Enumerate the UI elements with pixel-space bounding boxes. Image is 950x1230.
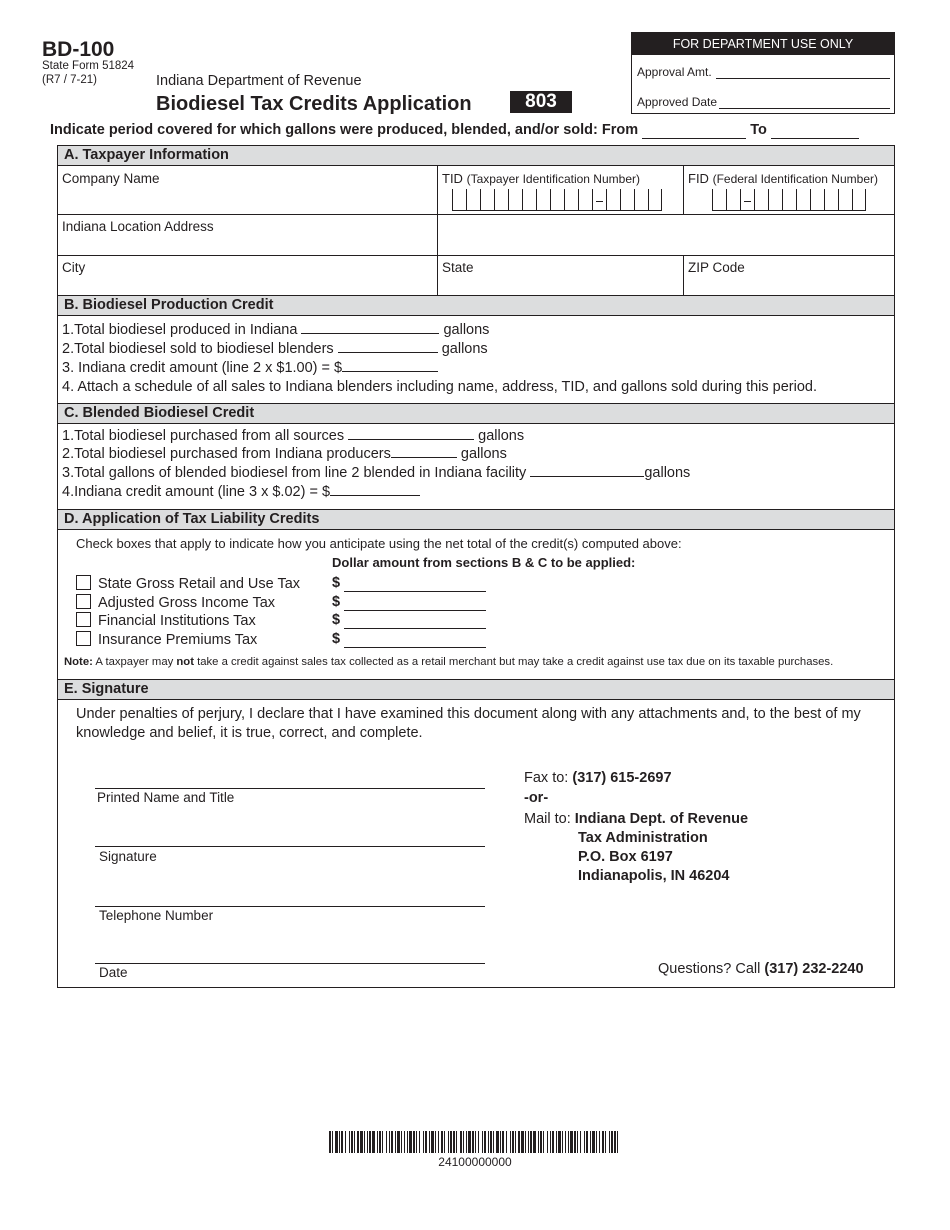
barcode-bar [372,1131,375,1153]
purchased-all-gallons-input[interactable] [348,427,474,440]
approved-date-field[interactable] [637,95,890,109]
company-name-label: Company Name [62,171,160,186]
production-line-2: 2.Total biodiesel sold to biodiesel blenders gallons [62,341,488,357]
form-body: A. Taxpayer Information Company Name TID (Taxpayer Identification Number) FID (Federal Identification Number) Indiana Location Address City State ZIP Code B. Biodiesel Production Credit 1.Total biodiesel produced in Indiana gallons 2.Total biodiesel sold to biodiesel blenders gallons 3. Indiana credit amount (line 2 x $1.00) = $ 4. Attach a schedule of all sales to Indiana blenders including name, address, TID, and gallons sold during this period. C. Blended Biodiesel Credit 1.Total biodiesel purchased from all sources gallons 2.Total biodiesel purchased from Indiana producers gallons 3.Total gallons of blended biodiesel from line 2 blended in Indiana facility gallons 4.Indiana credit amount (line 3 x $.02) = $ D. Application of Tax Liability Credits Check boxes that apply to indicate how you anticipate using the net total of the credit(s) computed above: Dollar amount from sections B & C to be applied: State Gross Retail and Use Tax $ Adjusted Gross Income Tax $ Financial Institutions Tax $ Insurance Premiums Tax $ Note: A taxpayer may not take a credit against sales tax collected as a retail merchant but may take a credit against use tax due on its taxable purchases. E. Signature Under penalties of perjury, I declare that I have examined this document along with any attachments and, to the best of my knowledge and belief, it is true, correct, and complete. Printed Name and Title Signature Telephone Number Date Fax to: (317) 615-2697 -or- Mail to: Indiana Dept. of Revenue Tax Administration P.O. Box 6197 Indianapolis, IN 46204 Questions? Call (317) 232-2240 [57,145,895,988]
barcode-bar [602,1131,604,1153]
approval-amount-field[interactable] [637,65,890,79]
tid-label: TID (Taxpayer Identification Number) [442,171,640,186]
barcode-bar [441,1131,443,1153]
tax-option-income[interactable]: Adjusted Gross Income Tax [76,594,275,611]
mail-line-3: P.O. Box 6197 [578,849,673,865]
barcode-bar [448,1131,449,1153]
barcode-bar [413,1131,415,1153]
barcode-bar [345,1131,346,1153]
department-use-heading: FOR DEPARTMENT USE ONLY [632,33,894,55]
barcode-bar [425,1131,427,1153]
barcode-bar [450,1131,452,1153]
barcode-bar [395,1131,396,1153]
barcode-bar [416,1131,417,1153]
period-to-label: To [750,122,767,138]
barcode-bar [617,1131,618,1153]
approval-amount-label: Approval Amt. [637,65,712,79]
financial-tax-checkbox[interactable] [76,612,91,627]
barcode-bar [354,1131,355,1153]
date-label: Date [99,965,128,980]
barcode-bar [515,1131,516,1153]
blended-line-4: 4.Indiana credit amount (line 3 x $.02) = $ [62,483,420,500]
insurance-tax-checkbox[interactable] [76,631,91,646]
barcode-bar [409,1131,412,1153]
barcode-bar [580,1131,581,1153]
barcode-bar [468,1131,471,1153]
barcode-bar [528,1131,529,1153]
form-id: BD-100 [42,38,115,61]
barcode-bar [391,1131,393,1153]
city-label: City [62,260,86,275]
production-line-4: 4. Attach a schedule of all sales to Indiana blenders including name, address, TID, and gallons sold during this period. [62,379,818,395]
mail-instruction: Mail to: Indiana Dept. of Revenue [524,811,749,827]
barcode-bar [482,1131,483,1153]
barcode-bar [460,1131,462,1153]
barcode-bar [525,1131,526,1153]
barcode-bar [565,1131,566,1153]
barcode-bar [369,1131,371,1153]
barcode-bar [431,1131,434,1153]
sold-gallons-input[interactable] [338,340,438,353]
barcode-bar [605,1131,606,1153]
barcode-bar [475,1131,476,1153]
barcode-bar [500,1131,501,1153]
barcode-bar [510,1131,511,1153]
barcode-bar [550,1131,551,1153]
barcode-bar [506,1131,507,1153]
barcode-bar [614,1131,616,1153]
barcode-bar [349,1131,350,1153]
state-label: State [442,260,474,275]
income-tax-checkbox[interactable] [76,594,91,609]
produced-gallons-input[interactable] [301,321,439,334]
barcode-bar [463,1131,464,1153]
form-code-badge: 803 [510,91,572,113]
period-covered [50,122,902,139]
tax-option-sales[interactable]: State Gross Retail and Use Tax [76,575,300,592]
barcode-bar [429,1131,430,1153]
barcode-bar [357,1131,359,1153]
printed-name-label: Printed Name and Title [97,790,235,805]
production-credit-input[interactable] [342,359,438,372]
purchased-indiana-gallons-input[interactable] [391,445,457,458]
barcode-bar [538,1131,539,1153]
barcode-bar [488,1131,489,1153]
date-input[interactable] [95,963,485,964]
barcode-bar [401,1131,402,1153]
credit-usage-instruction: Check boxes that apply to indicate how you anticipate using the net total of the credit(s) computed above: [76,536,682,551]
barcode-bar [397,1131,400,1153]
tid-input[interactable] [452,189,662,211]
tax-option-financial[interactable]: Financial Institutions Tax [76,612,256,629]
barcode-bar [490,1131,492,1153]
barcode-bar [540,1131,542,1153]
period-label: Indicate period covered for which gallons were produced, blended, and/or sold: From [50,122,639,138]
barcode-graphic [329,1131,621,1153]
barcode-bar [547,1131,548,1153]
barcode-bar [472,1131,474,1153]
barcode-bar [599,1131,600,1153]
barcode-bar [364,1131,365,1153]
form-title: Biodiesel Tax Credits Application [156,93,472,115]
barcode-bar [351,1131,353,1153]
barcode-bar [423,1131,424,1153]
barcode-bar [453,1131,455,1153]
barcode-bar [586,1131,588,1153]
barcode-bar [386,1131,387,1153]
barcode-bar [335,1131,338,1153]
barcode-bar [592,1131,595,1153]
financial-tax-amount-input[interactable] [344,616,486,629]
fid-label: FID (Federal Identification Number) [688,171,878,186]
tax-option-insurance[interactable]: Insurance Premiums Tax [76,631,257,648]
barcode-bar [558,1131,561,1153]
signature-input[interactable] [95,846,485,847]
production-line-1: 1.Total biodiesel produced in Indiana gallons [62,322,490,338]
barcode-bar [444,1131,445,1153]
barcode-bar [574,1131,576,1153]
blended-line-3: 3.Total gallons of blended biodiesel from line 2 blended in Indiana facility gallons [62,465,691,481]
zip-label: ZIP Code [688,260,745,275]
sales-tax-checkbox[interactable] [76,575,91,590]
blended-gallons-input[interactable] [530,464,644,477]
department-use-box [631,32,895,114]
period-to-input[interactable] [771,122,859,139]
period-from-input[interactable] [642,122,746,139]
barcode-bar [590,1131,591,1153]
questions-phone: Questions? Call (317) 232-2240 [658,961,864,977]
sales-tax-amount-input[interactable] [344,579,486,592]
barcode-bar [570,1131,573,1153]
barcode-bar [521,1131,524,1153]
barcode-bar [609,1131,610,1153]
fid-input[interactable] [712,189,866,211]
section-c-heading: C. Blended Biodiesel Credit [58,403,894,424]
barcode-bar [379,1131,381,1153]
barcode-bar [530,1131,532,1153]
barcode-bar [466,1131,467,1153]
barcode-bar [502,1131,504,1153]
barcode-bar [562,1131,563,1153]
blended-credit-input[interactable] [330,483,420,496]
location-address-label: Indiana Location Address [62,219,214,234]
barcode-bar [533,1131,536,1153]
mail-line-2: Tax Administration [578,830,708,846]
section-b-heading: B. Biodiesel Production Credit [58,295,894,316]
telephone-label: Telephone Number [99,908,214,923]
barcode-bar [377,1131,378,1153]
section-e-heading: E. Signature [58,679,894,700]
signature-label: Signature [99,849,157,864]
barcode-bar [478,1131,479,1153]
production-line-3: 3. Indiana credit amount (line 2 x $1.00) = $ [62,359,438,376]
barcode-bar [389,1131,390,1153]
printed-name-input[interactable] [95,788,485,789]
barcode-bar [512,1131,514,1153]
barcode-bar [404,1131,405,1153]
barcode-bar [339,1131,340,1153]
or-separator: -or- [524,790,549,806]
section-d-heading: D. Application of Tax Liability Credits [58,509,894,530]
barcode-bar [518,1131,520,1153]
barcode-bar [552,1131,554,1153]
barcode-bar [611,1131,613,1153]
barcode-bar [332,1131,333,1153]
barcode-bar [596,1131,597,1153]
barcode-bar [341,1131,343,1153]
barcode-bar [543,1131,544,1153]
barcode-bar [407,1131,408,1153]
insurance-tax-amount-input[interactable] [344,635,486,648]
barcode-bar [456,1131,457,1153]
barcode-bar [360,1131,363,1153]
income-tax-amount-input[interactable] [344,598,486,611]
barcode-bar [568,1131,569,1153]
approved-date-label: Approved Date [637,95,718,109]
agency-name: Indiana Department of Revenue [156,73,362,89]
barcode-bar [367,1131,368,1153]
blended-line-2: 2.Total biodiesel purchased from Indiana producers gallons [62,446,507,462]
barcode-bar [484,1131,486,1153]
section-a-heading: A. Taxpayer Information [58,145,894,166]
barcode-bar [435,1131,436,1153]
blended-line-1: 1.Total biodiesel purchased from all sources gallons [62,428,525,444]
telephone-input[interactable] [95,906,485,907]
form-revision: (R7 / 7-21) [42,74,97,86]
fax-instruction: Fax to: (317) 615-2697 [524,770,672,786]
barcode-bar [577,1131,578,1153]
perjury-declaration: Under penalties of perjury, I declare that I have examined this document along with any attachments and, to the best of my knowledge and belief, it is true, correct, and complete. [76,706,861,741]
sales-tax-note: Note: A taxpayer may not take a credit against sales tax collected as a retail merchant but may take a credit against use tax due on its taxable purchases. [64,656,834,668]
barcode-bar [329,1131,331,1153]
barcode-bar [584,1131,585,1153]
barcode-bar [496,1131,499,1153]
barcode-bar [493,1131,494,1153]
barcode-bar [556,1131,557,1153]
barcode-bar [438,1131,439,1153]
barcode-bar [382,1131,383,1153]
mail-line-4: Indianapolis, IN 46204 [578,868,730,884]
state-form-number: State Form 51824 [42,60,135,72]
dollar-amount-heading: Dollar amount from sections B & C to be applied: [332,555,636,570]
barcode-number: 24100000000 [438,1155,512,1169]
barcode-bar [419,1131,420,1153]
